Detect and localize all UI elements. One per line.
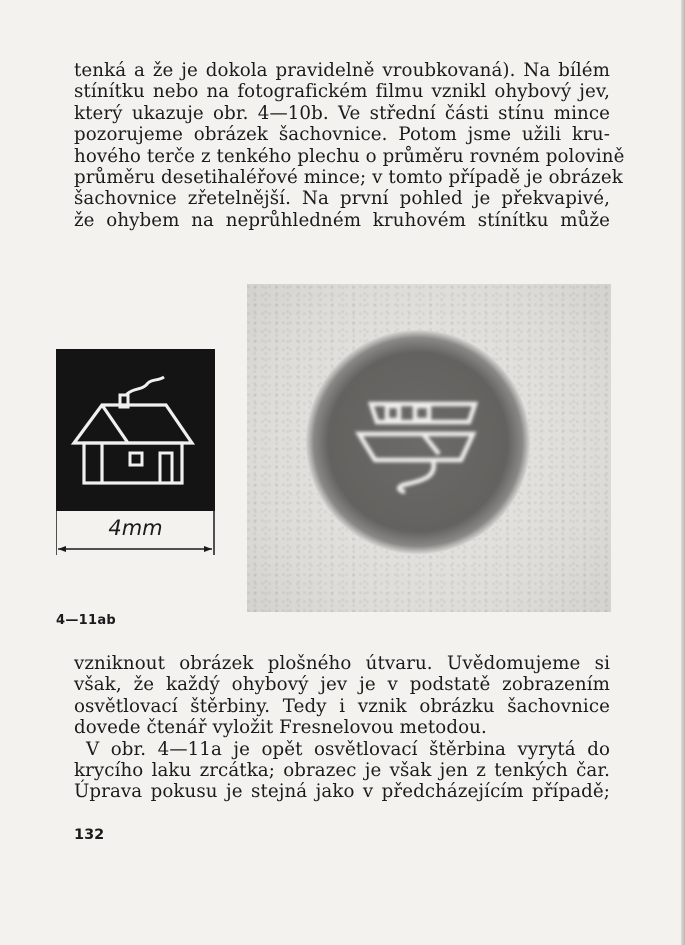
paragraph-top [74, 60, 625, 231]
text-line: krycího laku zrcátka; obrazec je však jen z tenkých čar. [74, 760, 610, 782]
text-line: hového terče z tenkého plechu o průměru rovném polovině [74, 145, 625, 167]
scale-arrow-right [204, 546, 212, 552]
scale-arrow-left [58, 546, 66, 552]
figure-caption: 4—11ab [56, 613, 117, 628]
text-line: osvětlovací štěrbiny. Tedy i vznik obrázku šachovnice [74, 695, 610, 717]
text-line: který ukazuje obr. 4—10b. Ve střední části stínu mince [74, 102, 610, 124]
text-line: pozorujeme obrázek šachovnice. Potom jsme užili kru- [74, 124, 610, 146]
paragraph-bottom [74, 653, 610, 803]
text-line: tenká a že je dokola pravidelně vroubkovaná). Na bílém [74, 60, 610, 81]
page-edge [681, 0, 685, 945]
text-line: vzniknout obrázek plošného útvaru. Uvědomujeme si [74, 653, 610, 674]
diffraction-pattern [247, 284, 611, 612]
text-line: však, že každý ohybový jev je v podstatě zobrazením [74, 674, 610, 696]
figure-b-diffraction-photo [247, 284, 611, 612]
text-line: šachovnice zřetelnější. Na první pohled je překvapivé, [74, 188, 610, 210]
shadow-disc [306, 330, 530, 554]
text-line: dovede čtenář vyložit Fresnelovou metodou. [74, 717, 487, 739]
page-number: 132 [74, 827, 105, 843]
text-line: Úprava pokusu je stejná jako v předcházejícím případě; [74, 781, 610, 803]
figure-a-house-mask [56, 349, 215, 557]
text-line: stínítku nebo na fotografickém filmu vznikl ohybový jev, [74, 81, 610, 103]
text-line: průměru desetihaléřové mince; v tomto případě je obrázek [74, 167, 623, 189]
text-line: V obr. 4—11a je opět osvětlovací štěrbina vyrytá do [86, 738, 610, 760]
black-panel [56, 349, 215, 511]
text-line: že ohybem na neprůhledném kruhovém stínítku může [74, 209, 610, 231]
scale-label: 4mm [108, 516, 163, 540]
